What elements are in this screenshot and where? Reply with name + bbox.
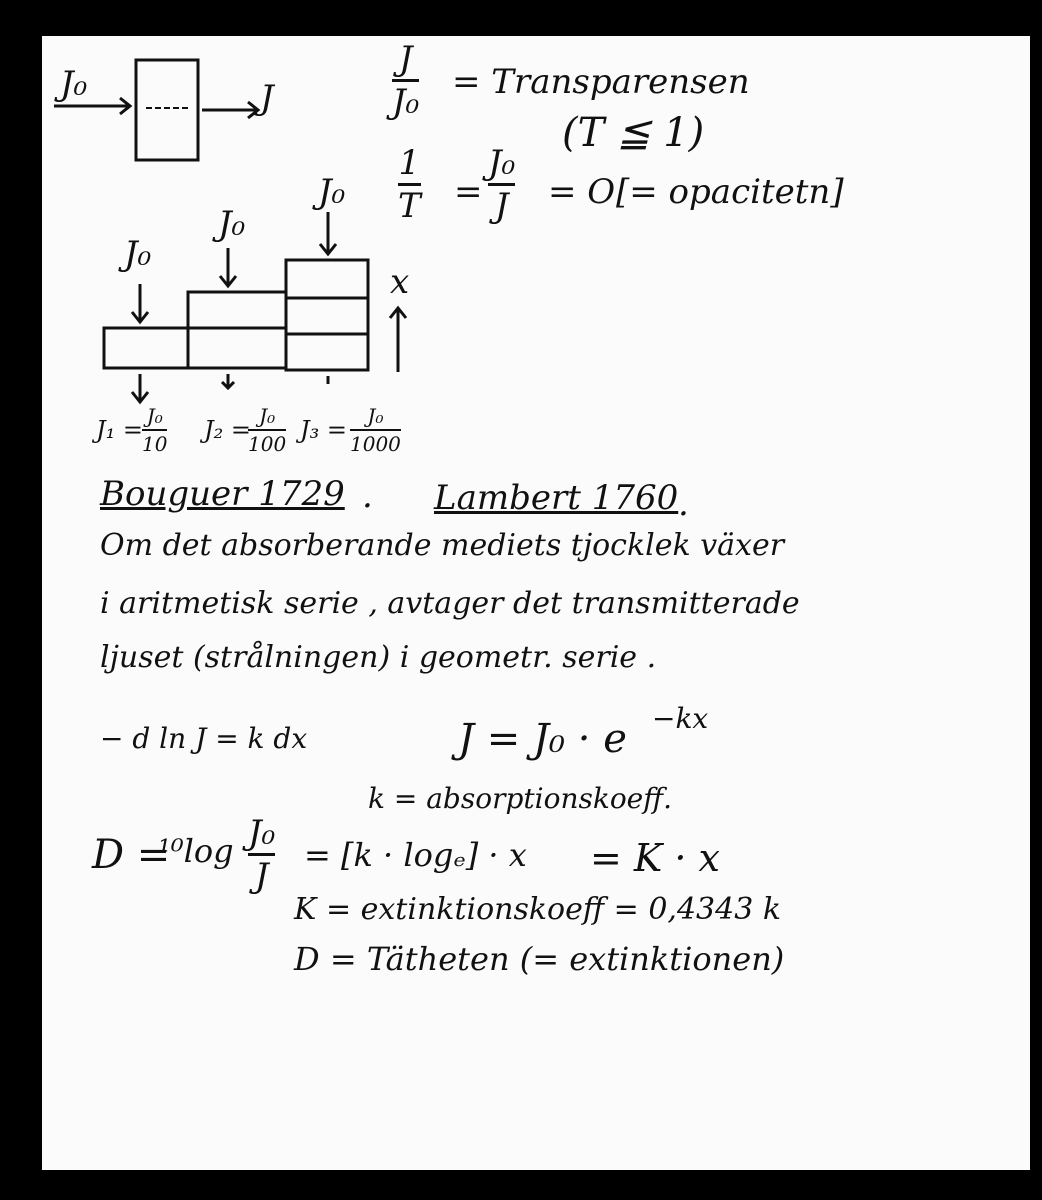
exponent: −kx	[652, 702, 709, 735]
opacity-fraction: J₀ J	[488, 143, 516, 226]
layer-input-label-2: J₀	[218, 204, 246, 244]
bouguer-title: Bouguer 1729	[100, 474, 345, 514]
transparency-constraint: (T ≦ 1)	[562, 110, 705, 156]
transparency-fraction: J J₀	[392, 39, 420, 122]
opacity-symbol: = O	[548, 172, 616, 212]
density-definition: D = Tätheten (= extinktionen)	[294, 940, 785, 978]
inverse-transparency-fraction: 1 T	[398, 143, 421, 226]
incident-intensity-label: J₀	[60, 64, 88, 104]
lambert-title: Lambert 1760	[434, 478, 679, 518]
log10-symbol: ¹⁰log	[158, 832, 234, 870]
title-end: .	[678, 484, 689, 524]
density-lhs: D =	[92, 832, 171, 878]
result-2-fraction: J₀ 100	[248, 404, 287, 456]
result-3-fraction: J₀ 1000	[350, 404, 401, 456]
thickness-axis-label: x	[390, 262, 410, 302]
equals-sign: =	[454, 172, 483, 212]
density-middle: = [k · logₑ] · x	[304, 836, 527, 874]
result-3-lhs: J₃ =	[300, 416, 347, 444]
density-rhs: = K · x	[590, 836, 720, 880]
layer-input-label-3: J₀	[318, 172, 346, 212]
density-fraction: J₀ J	[248, 813, 276, 896]
title-separator: .	[362, 476, 373, 516]
absorption-coefficient-definition: k = absorptionskoeff.	[368, 782, 672, 815]
slide-page	[42, 36, 1030, 1170]
exponential-law: J = J₀ · e	[458, 716, 627, 762]
result-2-lhs: J₂ =	[204, 416, 251, 444]
transmitted-intensity-label: J	[260, 78, 274, 118]
paragraph-line-3: ljuset (strålningen) i geometr. serie .	[100, 640, 657, 675]
result-1-lhs: J₁ =	[96, 416, 143, 444]
extinction-coefficient-definition: K = extinktionskoeff = 0,4343 k	[294, 892, 782, 927]
layer-input-label-1: J₀	[124, 234, 152, 274]
result-1-fraction: J₀ 10	[142, 404, 168, 456]
opacity-label: [= opacitetn]	[616, 172, 844, 212]
paragraph-line-2: i aritmetisk serie , avtager det transmitterade	[100, 586, 800, 621]
transparency-label: = Transparensen	[452, 62, 750, 102]
paragraph-line-1: Om det absorberande mediets tjocklek växer	[100, 528, 785, 563]
differential-law: − d ln J = k dx	[100, 722, 308, 755]
